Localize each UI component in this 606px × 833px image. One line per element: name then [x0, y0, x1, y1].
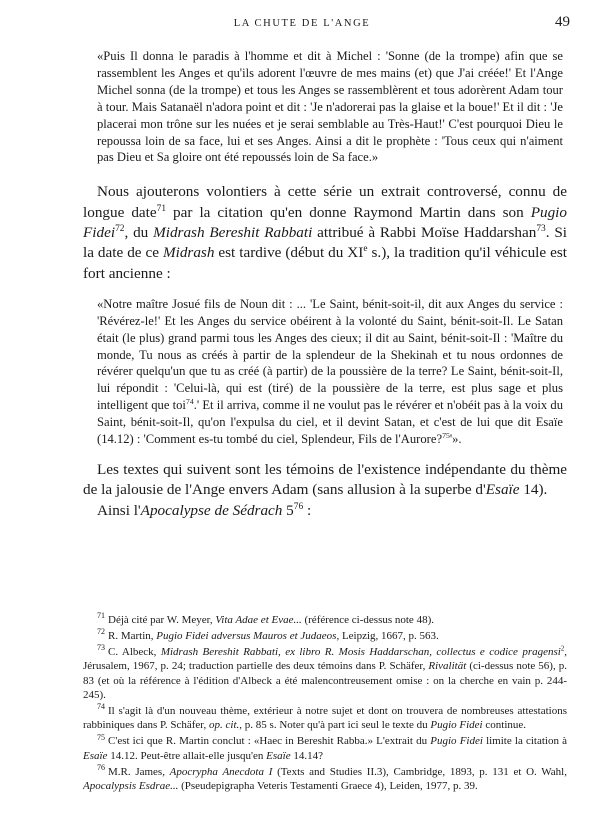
text-run: «Notre maître Josué fils de Noun dit : ... 'Le Saint, bénit-soit-il, dit aux Anges du service : 'Révérez-le!' Et les Anges du service obéirent à la volonté du Saint, bénit-soit-Il. Le Satan était (le plus) grand parmi tous les Anges des cieux; il dit au Saint, bénit-soit-Il : 'Maître du monde, Tu nous as créés à partir de la splendeur de la Shekinah et tu nous ordonnes de révérer quelqu'un que tu as créé (à partir) de la poussière de la terre? Le Saint, bénit-soit-Il, lui répondit : 'Celui-là, qui est (tiré) de la poussière de la terre, est plus sage et plus intelligent que toi: [97, 296, 563, 413]
text-run: (Texts and Studies II.3), Cambridge, 1893, p. 131 et O. Wahl,: [272, 765, 567, 778]
text-run: '».: [449, 432, 462, 447]
note-reference: 76: [293, 501, 304, 512]
italic-text: op. cit.: [209, 719, 240, 732]
italic-text: Vita Adae et Evae...: [215, 614, 302, 626]
text-run: , p. 85 s. Noter qu'à part ici seul le texte du: [239, 719, 431, 732]
footnote-marker: 72: [97, 627, 105, 637]
note-reference: 74: [185, 397, 194, 407]
note-reference: 75: [442, 430, 450, 440]
footnote-marker: 76: [97, 762, 105, 772]
footnote-76: [83, 762, 567, 794]
paragraph-extrait-controverse: [83, 182, 567, 283]
text-run: Ainsi l': [97, 501, 141, 519]
italic-text: Pugio Fidei: [83, 203, 567, 241]
italic-text: Apocalypse de Sédrach: [140, 501, 283, 519]
block-quote-midrash: [97, 296, 563, 448]
text-run: 14.12. Peut-être allait-elle jusqu'en: [107, 749, 267, 762]
text-run: Les textes qui suivent sont les témoins de l'existence indépendante du thème de la jalousie de l'Ange envers Adam (sans allusion à la superbe d': [83, 460, 567, 499]
italic-text: Midrash Bereshit Rabbati, ex libro R. Mosis Haddarschan, collectus e codice pragensi: [160, 645, 561, 658]
footnote-marker: 75: [97, 732, 105, 742]
italic-text: Esaïe: [266, 749, 291, 762]
text-run: .' Et il arriva, comme il ne voulut pas le révérer et n'obéit pas à la voix du Saint, bénit-soit-Il, qu'on l'expulsa du ciel, et il devint Satan, et c'est de lui que dit Esaïe (14.12) : 'Comment es-tu tombé du ciel, Splendeur, Fils de l'Aurore?: [97, 398, 563, 447]
footnote-74: [83, 704, 567, 733]
text-run: Il s'agit là d'un nouveau thème, extérieur à notre sujet et dont on trouvera de nombreuses attestations rabbiniques dans P. Schäfer,: [83, 704, 567, 732]
note-reference: 73: [536, 223, 546, 234]
footnote-marker: 71: [97, 611, 105, 621]
text-run: (référence ci-dessus note 48).: [301, 614, 434, 626]
text-run: 14.14?: [290, 749, 323, 762]
running-title: LA CHUTE DE L'ANGE: [233, 18, 371, 29]
text-run: (ci-dessus note 56), p. 83 (et où la référence à l'édition d'Albeck a été malencontreusement omise : on la cherche en vain p. 244-245).: [83, 660, 567, 702]
text-run: C. Albeck,: [108, 645, 161, 658]
text-run: 5: [282, 501, 294, 519]
text-run: C'est ici que R. Martin conclut : «Haec in Bereshit Rabba.» L'extrait du: [108, 735, 431, 748]
footnote-marker: 73: [97, 643, 105, 653]
italic-text: Rivalität: [428, 660, 467, 673]
note-reference: 2: [560, 645, 565, 653]
italic-text: Midrash Bereshit Rabbati: [153, 223, 313, 241]
italic-text: Esaïe: [485, 481, 520, 499]
text-run: (Pseudepigrapha Veteris Testamenti Graece 4), Leiden, 1977, p. 39.: [178, 779, 478, 792]
footnote-73: [83, 645, 567, 703]
main-text: [83, 48, 567, 521]
italic-text: Esaïe: [83, 749, 108, 762]
text-run: s.), la tradition qu'il véhicule est fort ancienne :: [83, 244, 567, 282]
footnote-marker: 74: [97, 702, 105, 712]
text-run: est tardive (début du XI: [214, 244, 364, 262]
note-reference: e: [363, 244, 368, 255]
page-header: [88, 14, 576, 34]
text-run: limite la citation à: [482, 735, 567, 748]
text-run: 14).: [519, 481, 548, 499]
paragraph-apocalypse-sedrach: [83, 501, 567, 521]
block-quote-satanael: [97, 48, 563, 166]
text-run: attribué à Rabbi Moïse Haddarshan: [312, 223, 537, 241]
italic-text: Midrash: [162, 244, 215, 262]
paragraph-textes-suivants: [83, 460, 567, 501]
text-run: M.R. James,: [108, 765, 170, 778]
italic-text: Pugio Fidei adversus Mauros et Judaeos: [156, 629, 337, 642]
footnote-72: [83, 629, 567, 643]
text-run: «Puis Il donna le paradis à l'homme et dit à Michel : 'Sonne (de la trompe) afin que se rassemblent les Anges et qu'ils adorent l'œuvre de mes mains (et) que J'ai créée!' Et l'Ange Michel sonna (de la trompe) et tous les Anges se rassemblèrent et tous adorèrent Adam tour à tour. Mais Satanaël n'adora point et dit : 'Je n'adorerai pas la glaise et la boue!' Et il dit : 'Je placerai mon trône sur les nuées et je serai semblable au Très-Haut!' C'est pourquoi Dieu le repoussa loin de sa face, lui et ses Anges. Ainsi a dit le prophète : 'Tous ceux qui n'aiment pas Dieu et Sa gloire ont été repoussés loin de Sa face.»: [97, 49, 563, 165]
text-run: par la citation qu'en donne Raymond Martin dans son: [166, 203, 531, 221]
footnote-71: [83, 613, 567, 627]
text-run: . Si la date de ce: [83, 223, 567, 262]
italic-text: Pugio Fidei: [430, 735, 483, 748]
text-run: continue.: [482, 719, 527, 732]
note-reference: 71: [156, 203, 167, 214]
text-run: Nous ajouterons volontiers à cette série un extrait controversé, connu de longue date: [83, 183, 567, 221]
text-run: :: [303, 501, 312, 519]
italic-text: Apocrypha Anecdota I: [169, 765, 273, 778]
text-run: Déjà cité par W. Meyer,: [108, 614, 216, 626]
italic-text: Apocalypsis Esdrae...: [83, 779, 179, 792]
italic-text: Pugio Fidei: [430, 719, 483, 732]
page-number: 49: [555, 14, 570, 30]
footnotes: [83, 613, 567, 795]
text-run: , Jérusalem, 1967, p. 24; traduction partielle des deux témoins dans P. Schäfer,: [83, 645, 567, 673]
note-reference: 72: [115, 223, 125, 234]
text-run: , Leipzig, 1667, p. 563.: [336, 629, 439, 642]
text-run: R. Martin,: [108, 629, 157, 642]
text-run: , du: [124, 223, 154, 241]
footnote-75: [83, 734, 567, 763]
